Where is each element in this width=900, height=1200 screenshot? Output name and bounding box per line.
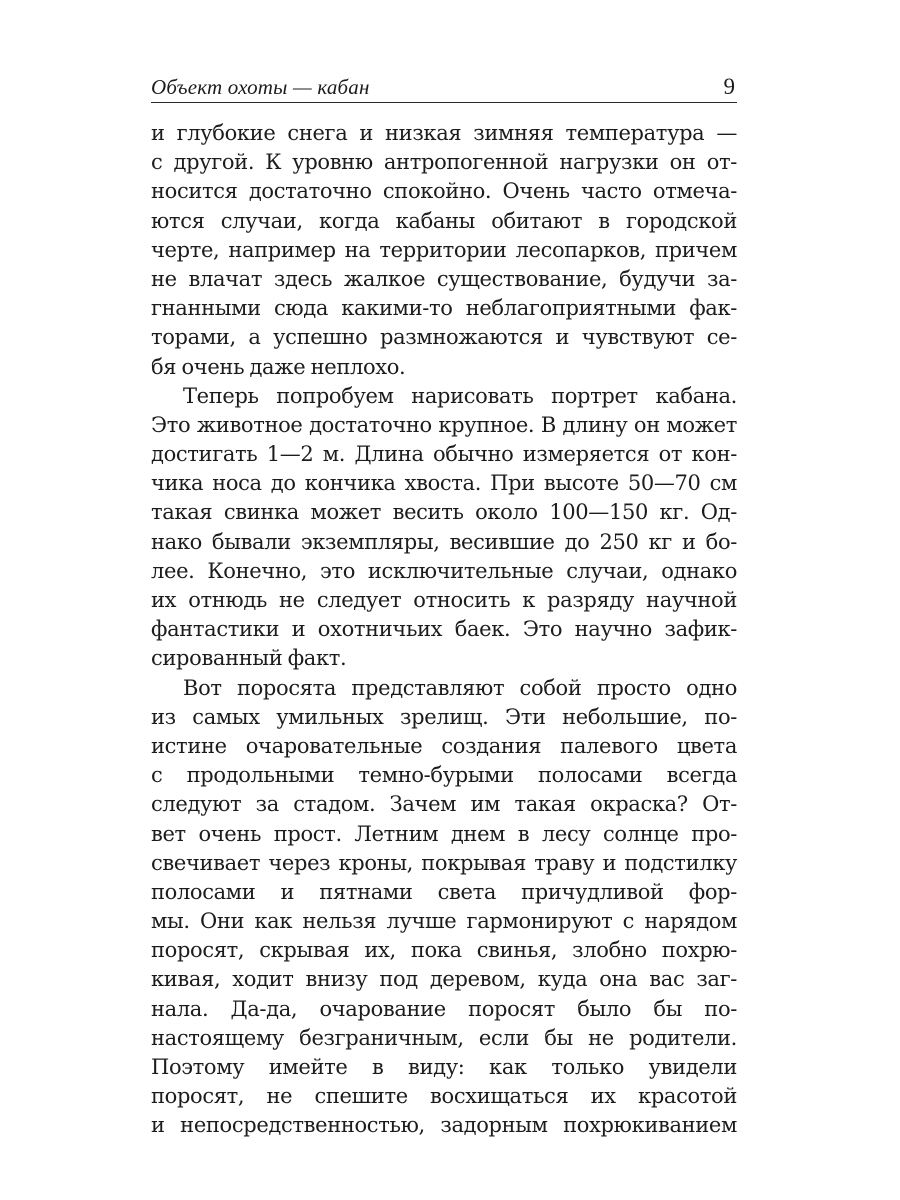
running-title: Объект охоты — кабан [151,75,370,99]
text-line: сированный факт. [151,646,347,671]
text-line: поросят, скрывая их, пока свинья, злобно похрю- [151,938,737,963]
paragraph-3 [151,674,737,1141]
text-line: следуют за стадом. Зачем им такая окраска? От- [151,792,737,817]
text-line: достигать 1—2 м. Длина обычно измеряется от кон- [151,442,737,467]
text-line: настоящему безграничным, если бы не родители. [151,1025,737,1050]
text-line: Это животное достаточно крупное. В длину он может [151,412,737,437]
text-line: кивая, ходит внизу под деревом, куда она вас заг- [151,967,737,992]
paragraph-1 [151,119,737,382]
page-number: 9 [723,74,735,99]
text-line: с продольными темно-бурыми полосами всегда [151,763,737,788]
text-line: фантастики и охотничьих баек. Это научно зафик- [151,617,737,642]
text-line: ются случаи, когда кабаны обитают в городской [151,208,737,233]
body-text [151,119,737,1141]
text-line: и глубокие снега и низкая зимняя температура — [151,121,737,145]
text-line: из самых умильных зрелищ. Эти небольшие, по- [151,704,737,729]
paragraph-2 [151,382,737,674]
text-line: вет очень прост. Летним днем в лесу солнце про- [151,821,737,846]
text-line: носится достаточно спокойно. Очень часто отмеча- [151,179,737,204]
text-line: нако бывали экземпляры, весившие до 250 кг и бо- [151,529,737,554]
text-line: их отнюдь не следует относить к разряду научной [151,588,737,612]
text-line: мы. Они как нельзя лучше гармонируют с нарядом [151,909,737,934]
text-line: поросят, не спешите восхищаться их красотой [151,1084,737,1109]
text-line: нала. Да-да, очарование поросят было бы по- [151,996,737,1021]
text-line: полосами и пятнами света причудливой фор- [151,879,737,904]
text-line: Теперь попробуем нарисовать портрет кабана. [183,383,737,408]
text-line: Вот поросята представляют собой просто одно [183,675,737,700]
text-line: гнанными сюда какими-то неблагоприятными фак- [151,296,737,321]
text-line: такая свинка может весить около 100—150 кг. Од- [151,500,737,525]
running-header [151,70,737,103]
text-line: лее. Конечно, это исключительные случаи, однако [151,558,737,583]
text-line: не влачат здесь жалкое существование, будучи за- [151,266,737,291]
text-line: торами, а успешно размножаются и чувствуют се- [151,325,737,350]
text-line: истине очаровательные создания палевого цвета [151,733,737,758]
text-line: и непосредственностью, задорным похрюкиванием [151,1113,737,1138]
text-line: черте, например на территории лесопарков, причем [151,237,737,262]
text-line: чика носа до кончика хвоста. При высоте 50—70 см [151,471,737,496]
text-line: Поэтому имейте в виду: как только увидели [151,1055,737,1079]
text-line: с другой. К уровню антропогенной нагрузки он от- [151,150,737,175]
text-line: свечивает через кроны, покрывая траву и подстилку [151,850,737,875]
book-page [151,70,737,1141]
text-line: бя очень даже неплохо. [151,354,406,379]
